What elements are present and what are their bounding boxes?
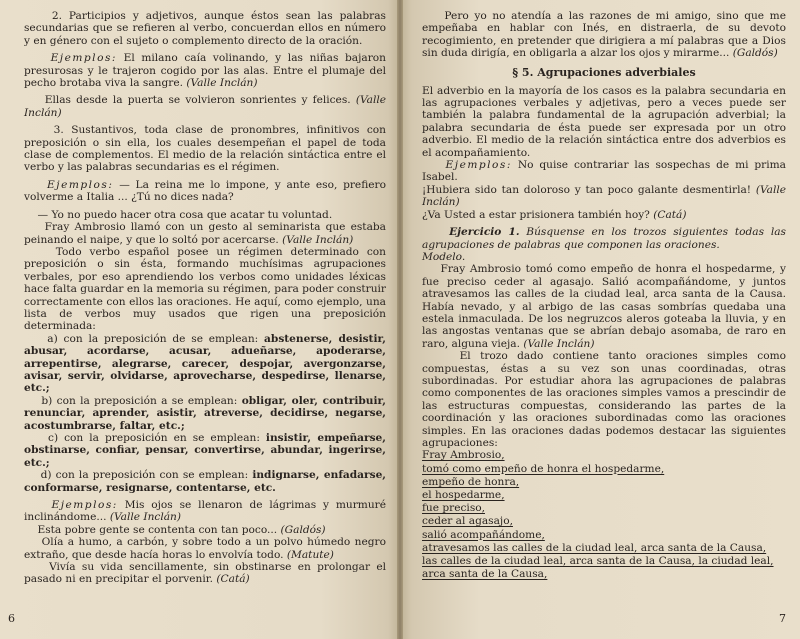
model-text: Fray Ambrosio tomó como empeño de honra el hospedarme, y fue preciso ceder al agasajo. Salió acompañándome, y juntos atravesamos las calles de la ciudad leal, arca santa de la Causa. Había nevado, y al arbigo de las casas sombrías quedaba una estela inmaculada. De los negruzcos aleros goteaba la lluvia, y en las angostas ventanas que se abrían debajo asomaba, de raro en raro, alguna vieja. — [422, 263, 786, 350]
example-paragraph — [24, 94, 386, 119]
example-label: Ejemplos: — [47, 178, 114, 191]
example-text: Pero yo no atendía a las razones de mi amigo, sino que me empeñaba en hablar con Inés, en distraerla, de su devoto recogimiento, en pretender que dirigiera a mí palabras que a Dios sin duda dirigía, en obligarla a alzar los ojos y mirarme... — [422, 10, 786, 60]
list-item — [24, 469, 386, 494]
example-paragraph — [24, 221, 386, 246]
paragraph — [24, 124, 386, 174]
author-reference: (Valle Inclán) — [186, 77, 258, 90]
example-paragraph — [24, 52, 386, 89]
exercise-text: Búsquense en los trozos siguientes todas las agrupaciones de palabras que componen las oraciones. — [422, 226, 786, 251]
example-paragraph — [422, 159, 786, 184]
verb-list: obligar, oler, contribuir, renunciar, aprender, asistir, atreverse, decidirse, negarse, acostumbrarse, faltar, etc.; — [24, 394, 386, 432]
list-intro: d) con la preposición con se emplean: — [40, 469, 249, 482]
example-paragraph — [422, 184, 786, 209]
paragraph — [422, 350, 786, 449]
paragraph — [24, 246, 386, 333]
author-reference: (Valle Inclán) — [109, 511, 181, 524]
example-text: Vivía su vida sencillamente, sin obstinarse en prolongar el pasado ni en precipitar el porvenir. — [24, 561, 386, 586]
word-group: el hospedarme, — [422, 489, 505, 502]
example-text: Fray Ambrosio llamó con un gesto al seminarista que estaba peinando el naipe, y que lo soltó por acercarse. — [24, 221, 386, 246]
example-label: Ejemplos: — [51, 499, 118, 512]
right-page — [400, 0, 800, 639]
word-group: salió acompañándome, — [422, 528, 545, 541]
paragraph-text: 2. Participios y adjetivos, aunque éstos sean las palabras secundarias que se refieren al verbo, concuerdan ellos en número y en género con el sujeto o complemento directo de la oración. — [24, 10, 386, 47]
example-text: ¡Hubiera sido tan doloroso y tan poco galante desmentirla! — [422, 183, 752, 196]
model-label: Modelo. — [422, 250, 466, 263]
model-paragraph — [422, 263, 786, 350]
author-reference: (Valle Inclán) — [523, 337, 595, 350]
section-heading: § 5. Agrupaciones adverbiales — [512, 65, 696, 79]
example-paragraph — [422, 209, 786, 221]
example-text: No quise contrariar las sospechas de mi prima Isabel. — [422, 159, 786, 184]
example-label: Ejemplos: — [445, 159, 512, 172]
word-group: empeño de honra, — [422, 475, 520, 488]
author-reference: (Matute) — [286, 548, 334, 561]
paragraph-text: Todo verbo español posee un régimen determinado con preposición o sin ésta, formando muchísimas agrupaciones verbales, por eso aprendiendo los verbos como unidades léxicas hace falta guardar en la memoria su régimen, para poder construir correctamente con ellos las oraciones. He aquí, como ejemplo, una lista de verbos muy usados que rigen una preposición determinada: — [24, 245, 386, 333]
paragraph-text: El trozo dado contiene tanto oraciones simples como compuestas, éstas a su vez son unas coordinadas, otras subordinadas. Por estudiar ahora las agrupaciones de palabras como componentes de las oraciones simples vamos a prescindir de las estructuras compuestas, considerando las partes de la coordinación y las oraciones subordinadas como las oraciones simples. En las oraciones dadas podemos destacar las siguientes agrupaciones: — [422, 350, 786, 449]
book-gutter — [397, 0, 403, 639]
author-reference: (Galdós) — [280, 523, 326, 536]
page-number: 6 — [8, 612, 15, 625]
author-reference: (Valle Inclán) — [24, 94, 386, 119]
example-text: Esta pobre gente se contenta con tan poco... — [37, 523, 278, 536]
list-intro: c) con la preposición en se emplean: — [48, 432, 260, 444]
list-item — [24, 333, 386, 395]
author-reference: (Catá) — [216, 573, 250, 586]
example-paragraph — [24, 499, 386, 524]
author-reference: (Valle Inclán) — [422, 183, 787, 209]
list-item — [24, 432, 386, 469]
author-reference: (Catá) — [653, 208, 687, 221]
example-text: Olía a humo, a carbón, y sobre todo a un polvo húmedo negro extraño, que desde hacía horas lo envolvía todo. — [24, 536, 386, 561]
list-item — [24, 395, 386, 432]
list-intro: b) con la preposición a se emplean: — [41, 394, 238, 407]
list-intro: a) con la preposición de se emplean: — [47, 332, 259, 345]
example-paragraph — [24, 561, 386, 586]
author-reference: (Valle Inclán) — [282, 233, 354, 246]
paragraph-text: 3. Sustantivos, toda clase de pronombres, infinitivos con preposición o sin ella, los cuales desempeñan el papel de toda clase de complementos. El medio de la relación sintáctica entre el verbo y las palabras secundarias es el régimen. — [24, 124, 386, 174]
example-label: Ejemplos: — [50, 52, 117, 65]
example-paragraph — [24, 209, 386, 221]
example-text: — La reina me lo impone, y ante eso, prefiero volverme a Italia ... ¿Tú no dices nada? — [24, 178, 386, 204]
word-group-list — [422, 449, 786, 581]
example-paragraph — [24, 524, 386, 536]
paragraph — [422, 85, 786, 159]
example-text: Ellas desde la puerta se volvieron sonrientes y felices. — [44, 94, 351, 107]
exercise-instruction — [422, 226, 786, 251]
example-text: Mis ojos se llenaron de lágrimas y murmuré inclinándome... — [24, 499, 386, 524]
word-group: ceder al agasajo, — [422, 515, 513, 528]
exercise-title: Ejercicio 1. — [449, 226, 520, 239]
verb-list: indignarse, enfadarse, conformarse, resignarse, contentarse, etc. — [24, 469, 386, 494]
word-group: Fray Ambrosio, — [422, 449, 505, 462]
example-paragraph — [24, 179, 386, 204]
word-group: fue preciso, — [422, 502, 485, 515]
example-paragraph — [422, 10, 786, 60]
example-text: El milano caía volinando, y las niñas bajaron presurosas y le trajeron cogido por las alas. Entre el plumaje del pecho brotaba viva la sangre. — [24, 52, 386, 90]
example-text: — Yo no puedo hacer otra cosa que acatar tu voluntad. — [37, 208, 333, 221]
word-group: arca santa de la Causa, — [422, 568, 548, 581]
paragraph-text: El adverbio en la mayoría de los casos es la palabra secundaria en las agrupaciones verbales y adjetivas, pero a veces puede ser también la palabra fundamental de la agrupación adverbial; la palabra secundaria de ésta puede ser expresada por un otro adverbio. El medio de la relación sintáctica entre dos adverbios es el acompañamiento. — [422, 84, 786, 159]
word-group: tomó como empeño de honra el hospedarme, — [422, 462, 665, 475]
example-text: ¿Va Usted a estar prisionera también hoy? — [422, 208, 650, 221]
word-group: atravesamos las calles de la ciudad leal, arca santa de la Causa, — [422, 541, 767, 554]
author-reference: (Galdós) — [732, 47, 778, 60]
example-paragraph — [24, 536, 386, 561]
verb-list: abstenerse, desistir, abusar, acordarse, acusar, adueñarse, apoderarse, arrepentirse, alegrarse, carecer, despojar, avergonzarse, avisar, servir, olvidarse, aprovecharse, despedirse, llenarse, etc.; — [24, 332, 386, 395]
page-number: 7 — [779, 612, 786, 625]
paragraph — [24, 10, 386, 47]
word-group: las calles de la ciudad leal, arca santa de la Causa, la ciudad leal, — [422, 555, 774, 568]
verb-list: insistir, empeñarse, obstinarse, confiar, pensar, convertirse, abundar, ingerirse, etc.; — [24, 432, 386, 469]
